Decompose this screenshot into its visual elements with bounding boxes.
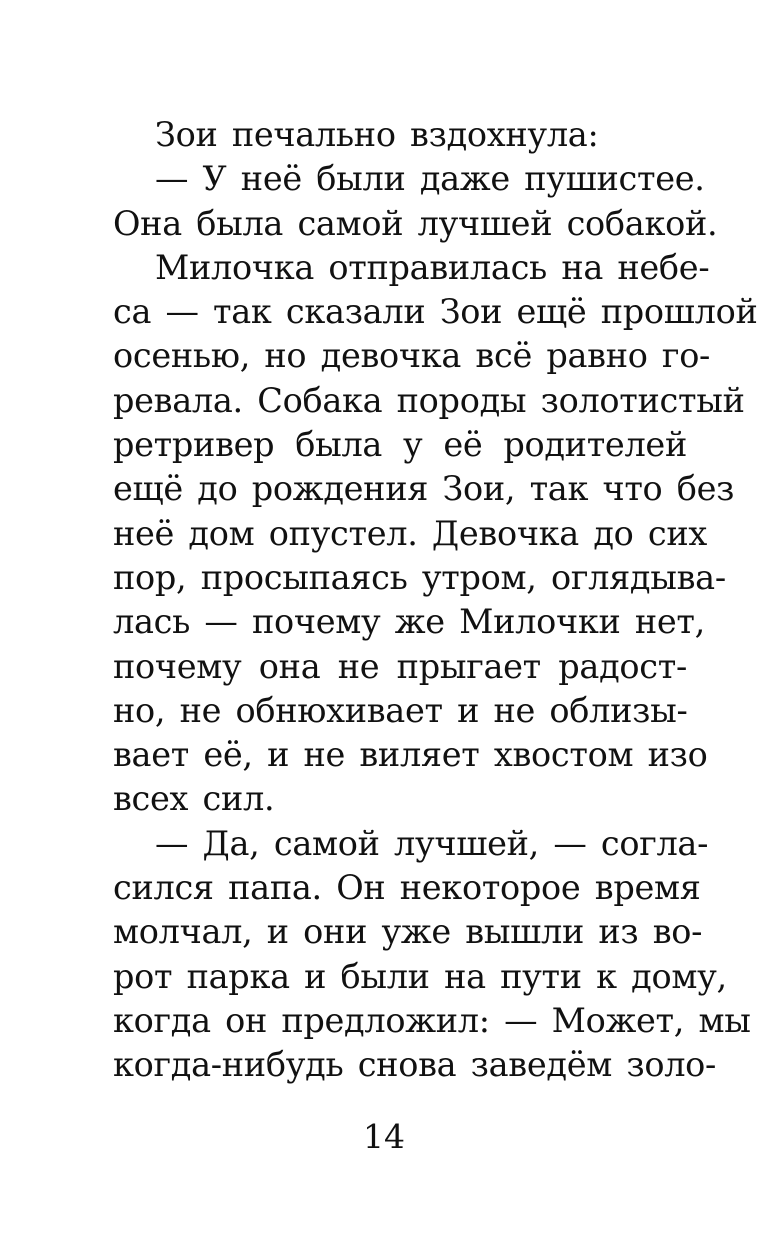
text-line: рот парка и были на пути к дому, <box>113 956 727 996</box>
text-line: неё дом опустел. Девочка до сих <box>113 513 707 553</box>
text-line: когда он предложил: — Может, мы <box>113 1000 751 1040</box>
text-line: — У неё были даже пушистее. <box>155 159 705 199</box>
text-line: ревала. Собака породы золотистый <box>113 380 745 420</box>
text-line: лась — почему же Милочки нет, <box>113 602 706 642</box>
text-line: но, не обнюхивает и не облизы- <box>113 690 688 730</box>
page-number: 14 <box>363 1117 405 1156</box>
body-text <box>113 113 758 1088</box>
text-line: молчал, и они уже вышли из во- <box>113 912 703 952</box>
text-line: вает её, и не виляет хвостом изо <box>113 735 708 775</box>
text-line: всех сил. <box>113 779 275 819</box>
text-line: ещё до рождения Зои, так что без <box>113 469 735 509</box>
text-line: осенью, но девочка всё равно го- <box>113 336 711 376</box>
text-line: почему она не прыгает радост- <box>113 646 687 686</box>
text-line: Зои печально вздохнула: <box>155 115 599 154</box>
text-line: са — так сказали Зои ещё прошлой <box>113 292 758 332</box>
text-line: — Да, самой лучшей, — согла- <box>155 823 709 863</box>
text-line: пор, просыпаясь утром, оглядыва- <box>113 557 726 597</box>
text-line: когда-нибудь снова заведём золо- <box>113 1045 717 1085</box>
text-line: Милочка отправилась на небе- <box>155 247 710 287</box>
text-line: ретривер была у её родителей <box>113 425 687 465</box>
text-line: сился папа. Он некоторое время <box>113 868 701 908</box>
text-line: Она была самой лучшей собакой. <box>113 203 718 243</box>
